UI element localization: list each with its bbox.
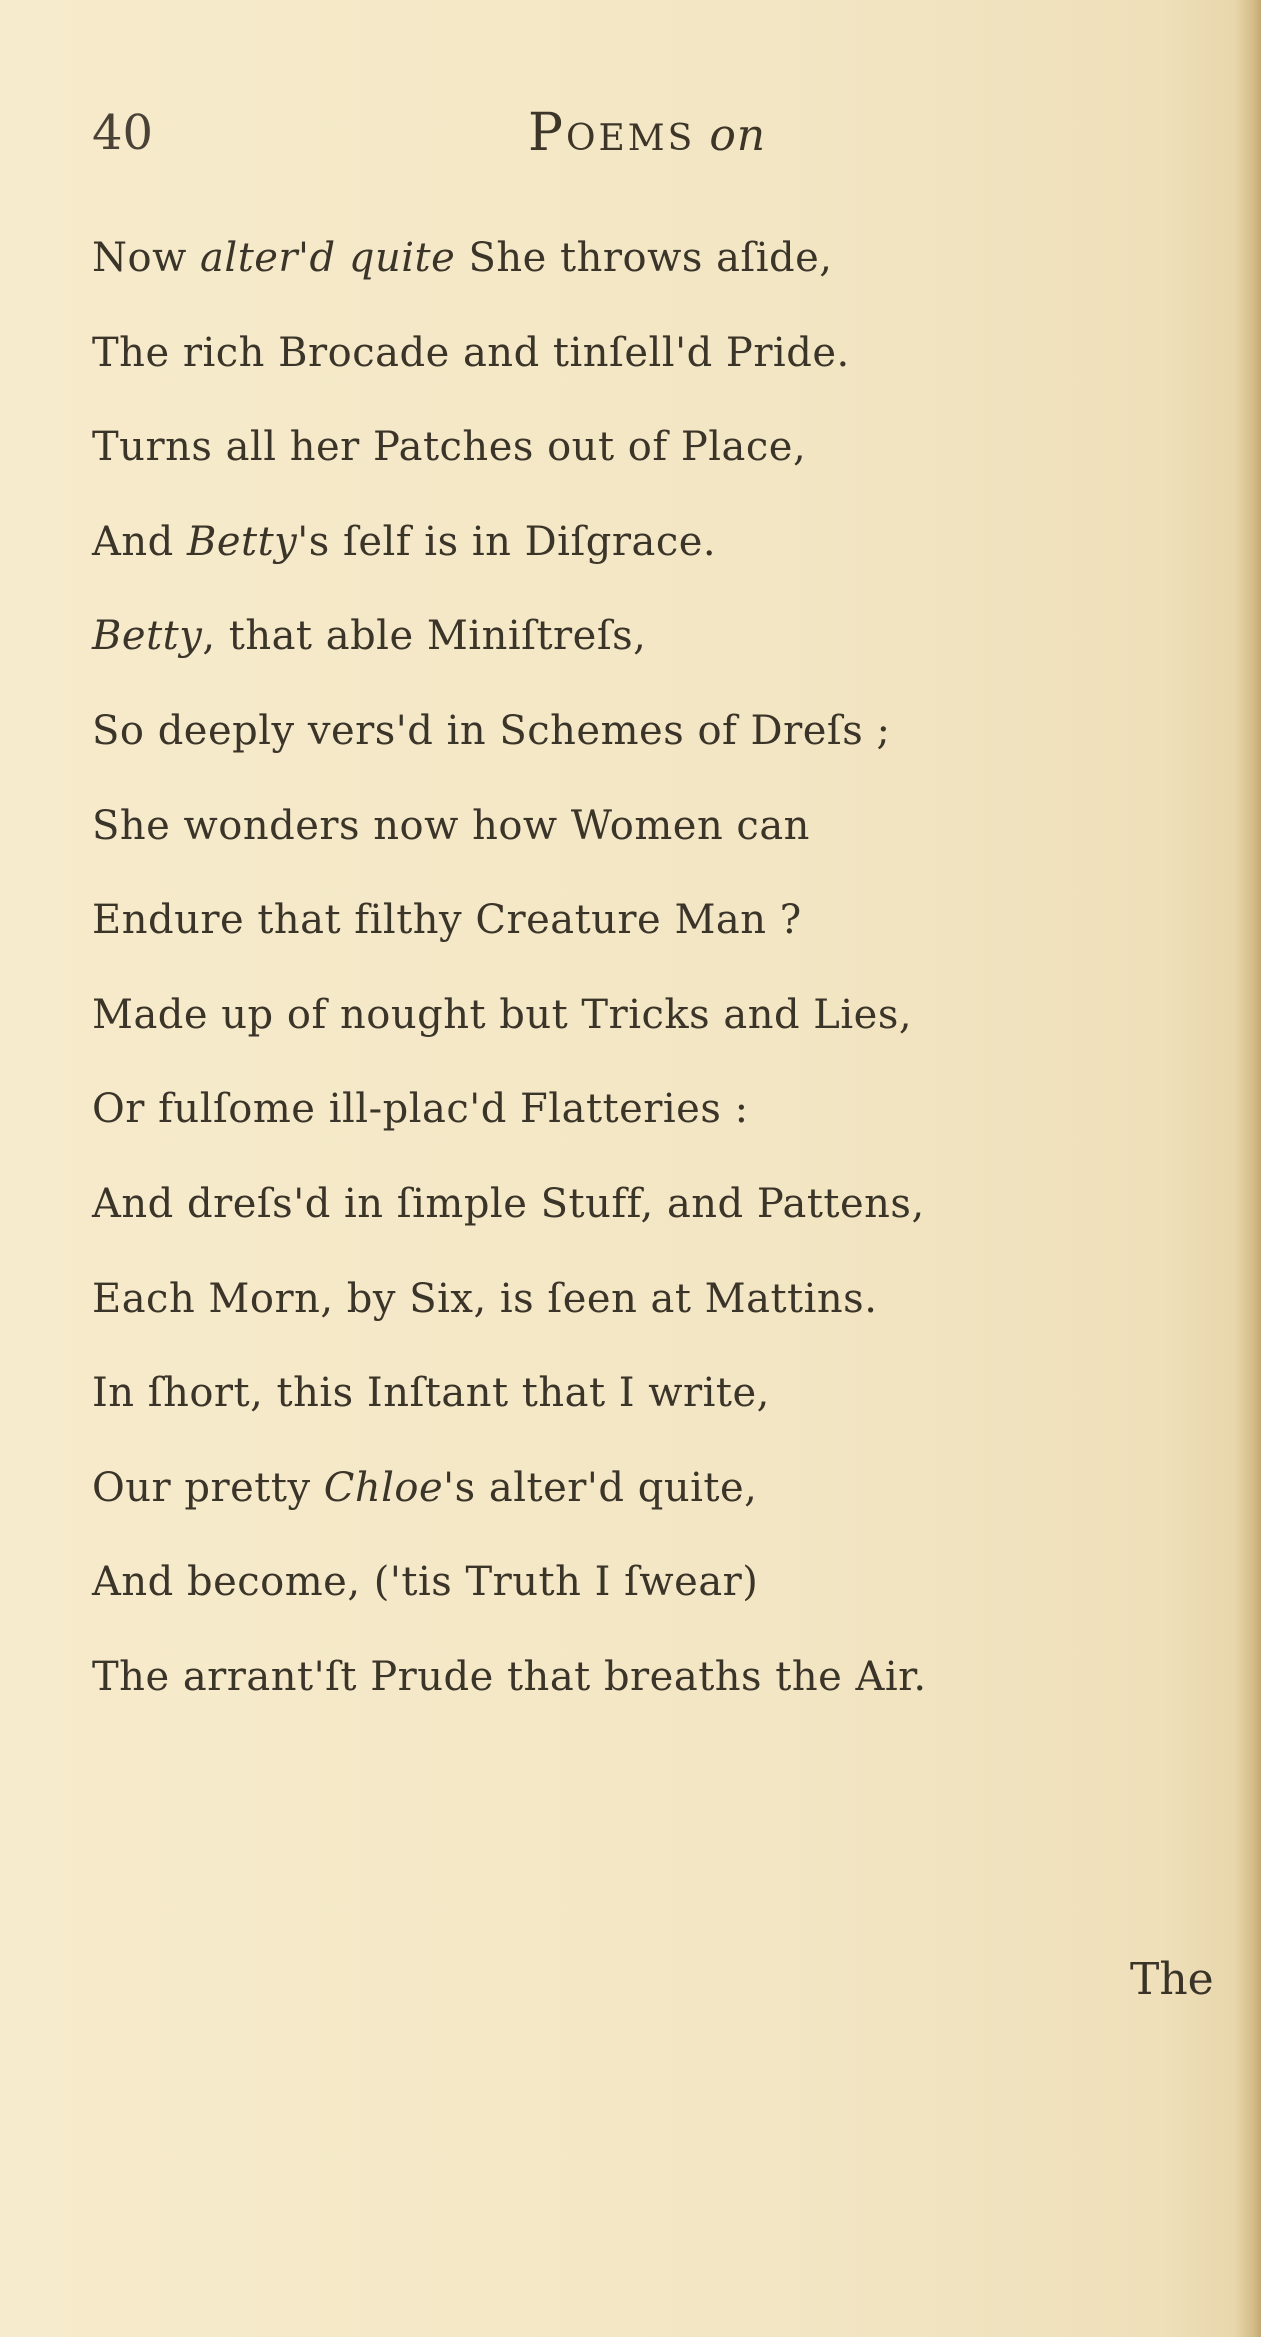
page-number: 40: [92, 105, 154, 161]
page-edge-shadow: [1235, 0, 1261, 2337]
poem-line: [92, 890, 1192, 985]
poem-line: [92, 1552, 1192, 1647]
poem-line-part: Made up of nought but Tricks and Lies,: [92, 991, 913, 1038]
poem-line-italic-part: Betty: [186, 518, 298, 565]
poem-line: [92, 512, 1192, 607]
poem-line: [92, 606, 1192, 701]
poem-line-part: Turns all her Patches out of Place,: [92, 424, 807, 471]
poem-line-part: 's alter'd quite,: [443, 1464, 758, 1511]
poem-line-part: And dreſs'd in ſimple Stuff, and Pattens,: [92, 1180, 925, 1227]
poem-line: [92, 796, 1192, 891]
poem-line: [92, 985, 1192, 1080]
poem-line-part: So deeply vers'd in Schemes of Dreſs ;: [92, 707, 891, 754]
poem-line: [92, 1363, 1192, 1458]
poem-line-part: Each Morn, by Six, is ſeen at Mattins.: [92, 1275, 878, 1322]
poem-line-part: She wonders now how Women can: [92, 802, 810, 849]
poem-line: [92, 1458, 1192, 1553]
poem-text: [92, 228, 1192, 1742]
poem-line-part: 's ſelf is in Diſgrace.: [297, 518, 717, 565]
poem-line: [92, 1647, 1192, 1742]
poem-line-part: The arrant'ſt Prude that breaths the Air.: [92, 1653, 927, 1700]
poem-line: [92, 1079, 1192, 1174]
running-head: [528, 103, 766, 166]
poem-line-part: Now: [92, 235, 201, 281]
poem-line-part: In ſhort, this Inſtant that I write,: [92, 1370, 770, 1417]
poem-line-part: She throws aſide,: [455, 235, 833, 281]
poem-line-part: Or fulſome ill-plac'd Flatteries :: [92, 1086, 749, 1133]
poem-line: [92, 1269, 1192, 1364]
running-header: [0, 103, 1261, 163]
poem-line-part: And: [92, 518, 187, 565]
running-head-title: Poems: [528, 103, 696, 163]
poem-line: [92, 417, 1192, 512]
poem-line-italic-part: alter'd quite: [200, 235, 456, 281]
poem-line-italic-part: Betty: [92, 613, 203, 660]
poem-line: [92, 323, 1192, 418]
catchword: The: [1130, 1954, 1214, 2005]
poem-line-part: , that able Miniſtreſs,: [202, 613, 647, 660]
poem-line-part: The rich Brocade and tinſell'd Pride.: [92, 329, 850, 376]
poem-line: [92, 1174, 1192, 1269]
poem-line-italic-part: Chloe: [323, 1464, 444, 1511]
poem-line: [92, 228, 1192, 323]
running-head-italic: on: [709, 110, 767, 161]
poem-line: [92, 701, 1192, 796]
poem-line-part: Endure that filthy Creature Man ?: [92, 897, 802, 944]
poem-line-part: Our pretty: [92, 1464, 324, 1511]
poem-line-part: And become, ('tis Truth I ſwear): [92, 1559, 759, 1606]
